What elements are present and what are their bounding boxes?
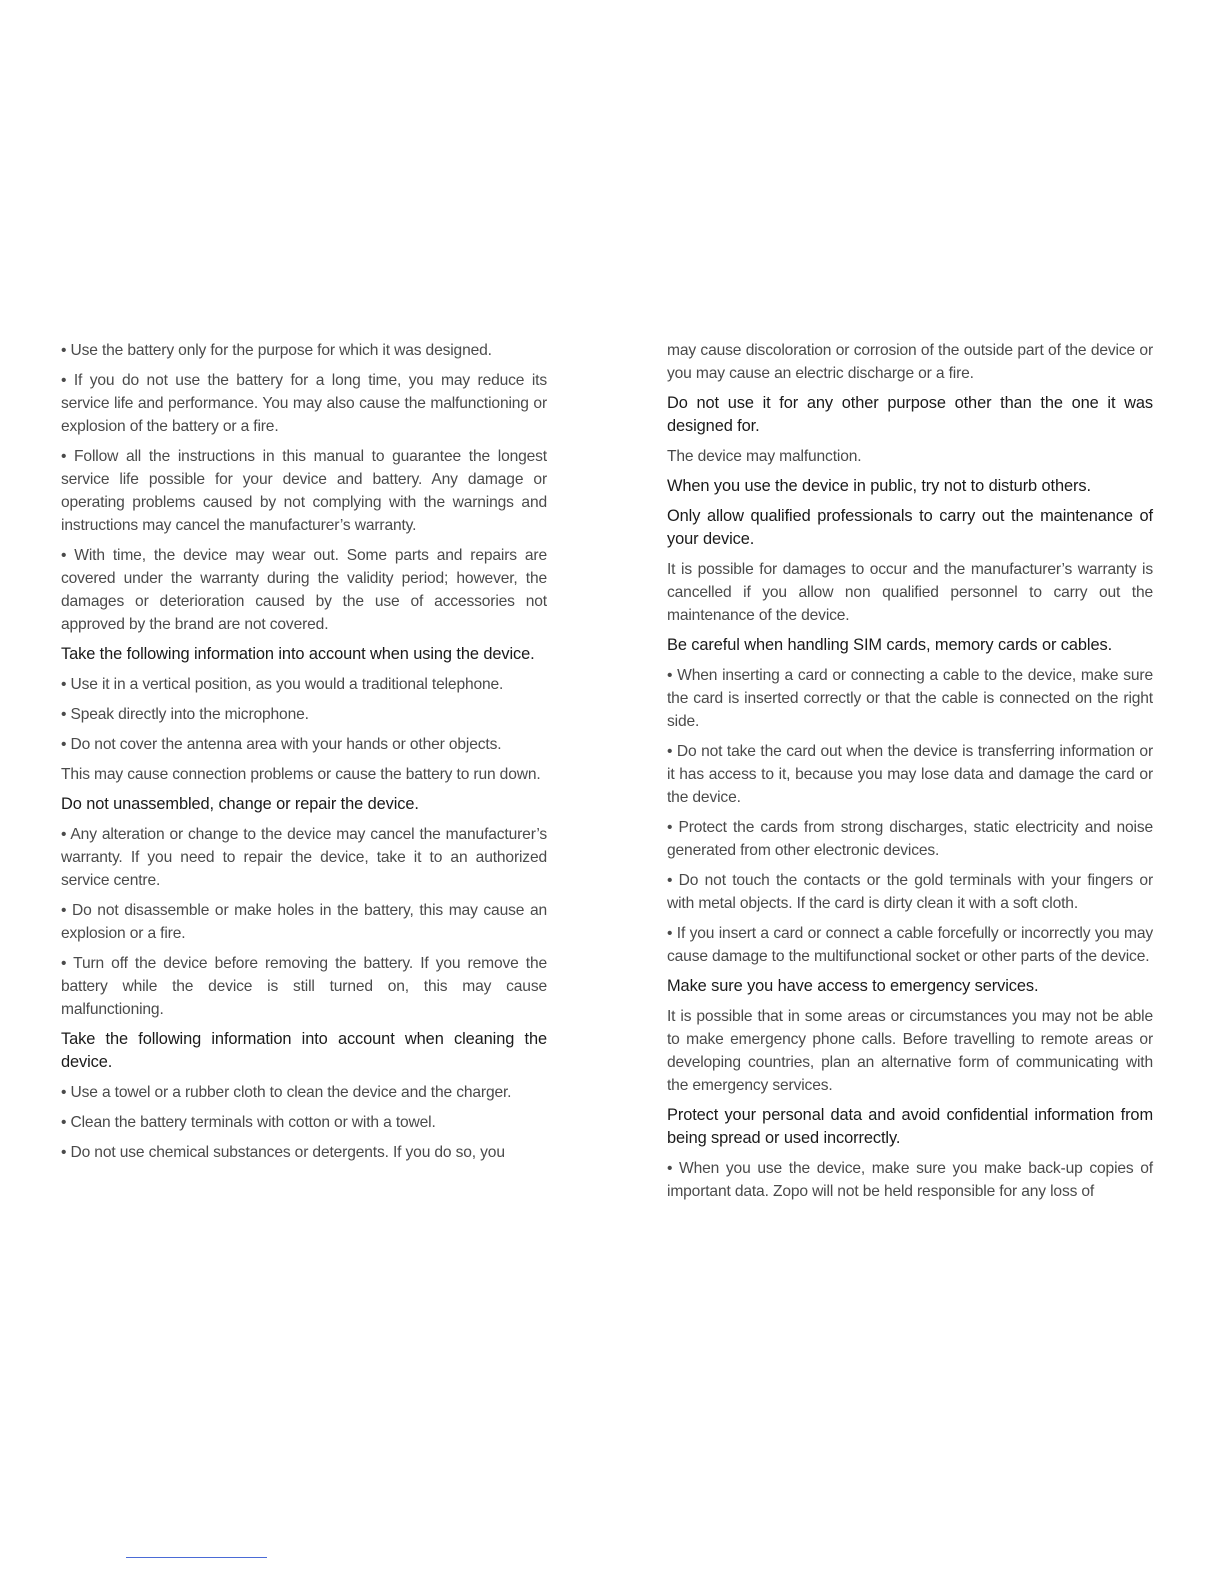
- section-heading: When you use the device in public, try not to disturb others.: [667, 477, 1091, 495]
- paragraph: It is possible for damages to occur and the manufacturer’s warranty is cancelled if you allow non qualified personnel to carry out the maintenance of the device.: [667, 561, 1153, 624]
- paragraph: • Do not take the card out when the device is transferring information or it has access to it, because you may lose data and damage the card or the device.: [667, 743, 1153, 806]
- section-heading: Only allow qualified professionals to carry out the maintenance of your device.: [667, 507, 1153, 548]
- paragraph: • If you do not use the battery for a long time, you may reduce its service life and performance. You may also cause the malfunctioning or explosion of the battery or a fire.: [61, 372, 547, 435]
- paragraph: • Clean the battery terminals with cotton or with a towel.: [61, 1114, 436, 1131]
- section-heading: Make sure you have access to emergency services.: [667, 977, 1039, 995]
- section-heading: Do not unassembled, change or repair the device.: [61, 795, 419, 813]
- paragraph: • With time, the device may wear out. Some parts and repairs are covered under the warranty during the validity period; however, the damages or deterioration caused by the use of accessories not approved by the brand are not covered.: [61, 547, 547, 633]
- left-column: [61, 339, 547, 1171]
- paragraph: • Use a towel or a rubber cloth to clean the device and the charger.: [61, 1084, 512, 1101]
- paragraph: • Protect the cards from strong discharges, static electricity and noise generated from other electronic devices.: [667, 819, 1153, 859]
- footer-divider: [126, 1557, 267, 1558]
- section-heading: Protect your personal data and avoid confidential information from being spread or used incorrectly.: [667, 1106, 1153, 1147]
- section-heading: Take the following information into account when cleaning the device.: [61, 1030, 547, 1071]
- paragraph: • Follow all the instructions in this manual to guarantee the longest service life possible for your device and battery. Any damage or operating problems caused by not complying with the warnings and instructions may cancel the manufacturer’s warranty.: [61, 448, 547, 534]
- paragraph: • Speak directly into the microphone.: [61, 706, 309, 723]
- paragraph: may cause discoloration or corrosion of the outside part of the device or you may cause an electric discharge or a fire.: [667, 342, 1153, 382]
- paragraph: • Turn off the device before removing the battery. If you remove the battery while the device is still turned on, this may cause malfunctioning.: [61, 955, 547, 1018]
- paragraph: • When inserting a card or connecting a cable to the device, make sure the card is inserted correctly or that the cable is connected on the right side.: [667, 667, 1153, 730]
- paragraph: • Use it in a vertical position, as you would a traditional telephone.: [61, 676, 504, 693]
- paragraph: The device may malfunction.: [667, 448, 862, 465]
- right-column: [667, 339, 1153, 1210]
- paragraph: • If you insert a card or connect a cable forcefully or incorrectly you may cause damage to the multifunctional socket or other parts of the device.: [667, 925, 1153, 965]
- paragraph: • Do not touch the contacts or the gold terminals with your fingers or with metal objects. If the card is dirty clean it with a soft cloth.: [667, 872, 1153, 912]
- section-heading: Be careful when handling SIM cards, memory cards or cables.: [667, 636, 1113, 654]
- paragraph: This may cause connection problems or cause the battery to run down.: [61, 766, 541, 783]
- paragraph: It is possible that in some areas or circumstances you may not be able to make emergency phone calls. Before travelling to remote areas or developing countries, plan an alternative form of communicating with the emergency services.: [667, 1008, 1153, 1094]
- paragraph: • Do not use chemical substances or detergents. If you do so, you: [61, 1144, 505, 1161]
- section-heading: Do not use it for any other purpose other than the one it was designed for.: [667, 394, 1153, 435]
- section-heading: Take the following information into account when using the device.: [61, 645, 535, 663]
- paragraph: • Any alteration or change to the device may cancel the manufacturer’s warranty. If you need to repair the device, take it to an authorized service centre.: [61, 826, 547, 889]
- paragraph: • Do not cover the antenna area with your hands or other objects.: [61, 736, 502, 753]
- paragraph: • Do not disassemble or make holes in the battery, this may cause an explosion or a fire.: [61, 902, 547, 942]
- paragraph: • Use the battery only for the purpose for which it was designed.: [61, 342, 492, 359]
- paragraph: • When you use the device, make sure you make back-up copies of important data. Zopo will not be held responsible for any loss of: [667, 1160, 1153, 1200]
